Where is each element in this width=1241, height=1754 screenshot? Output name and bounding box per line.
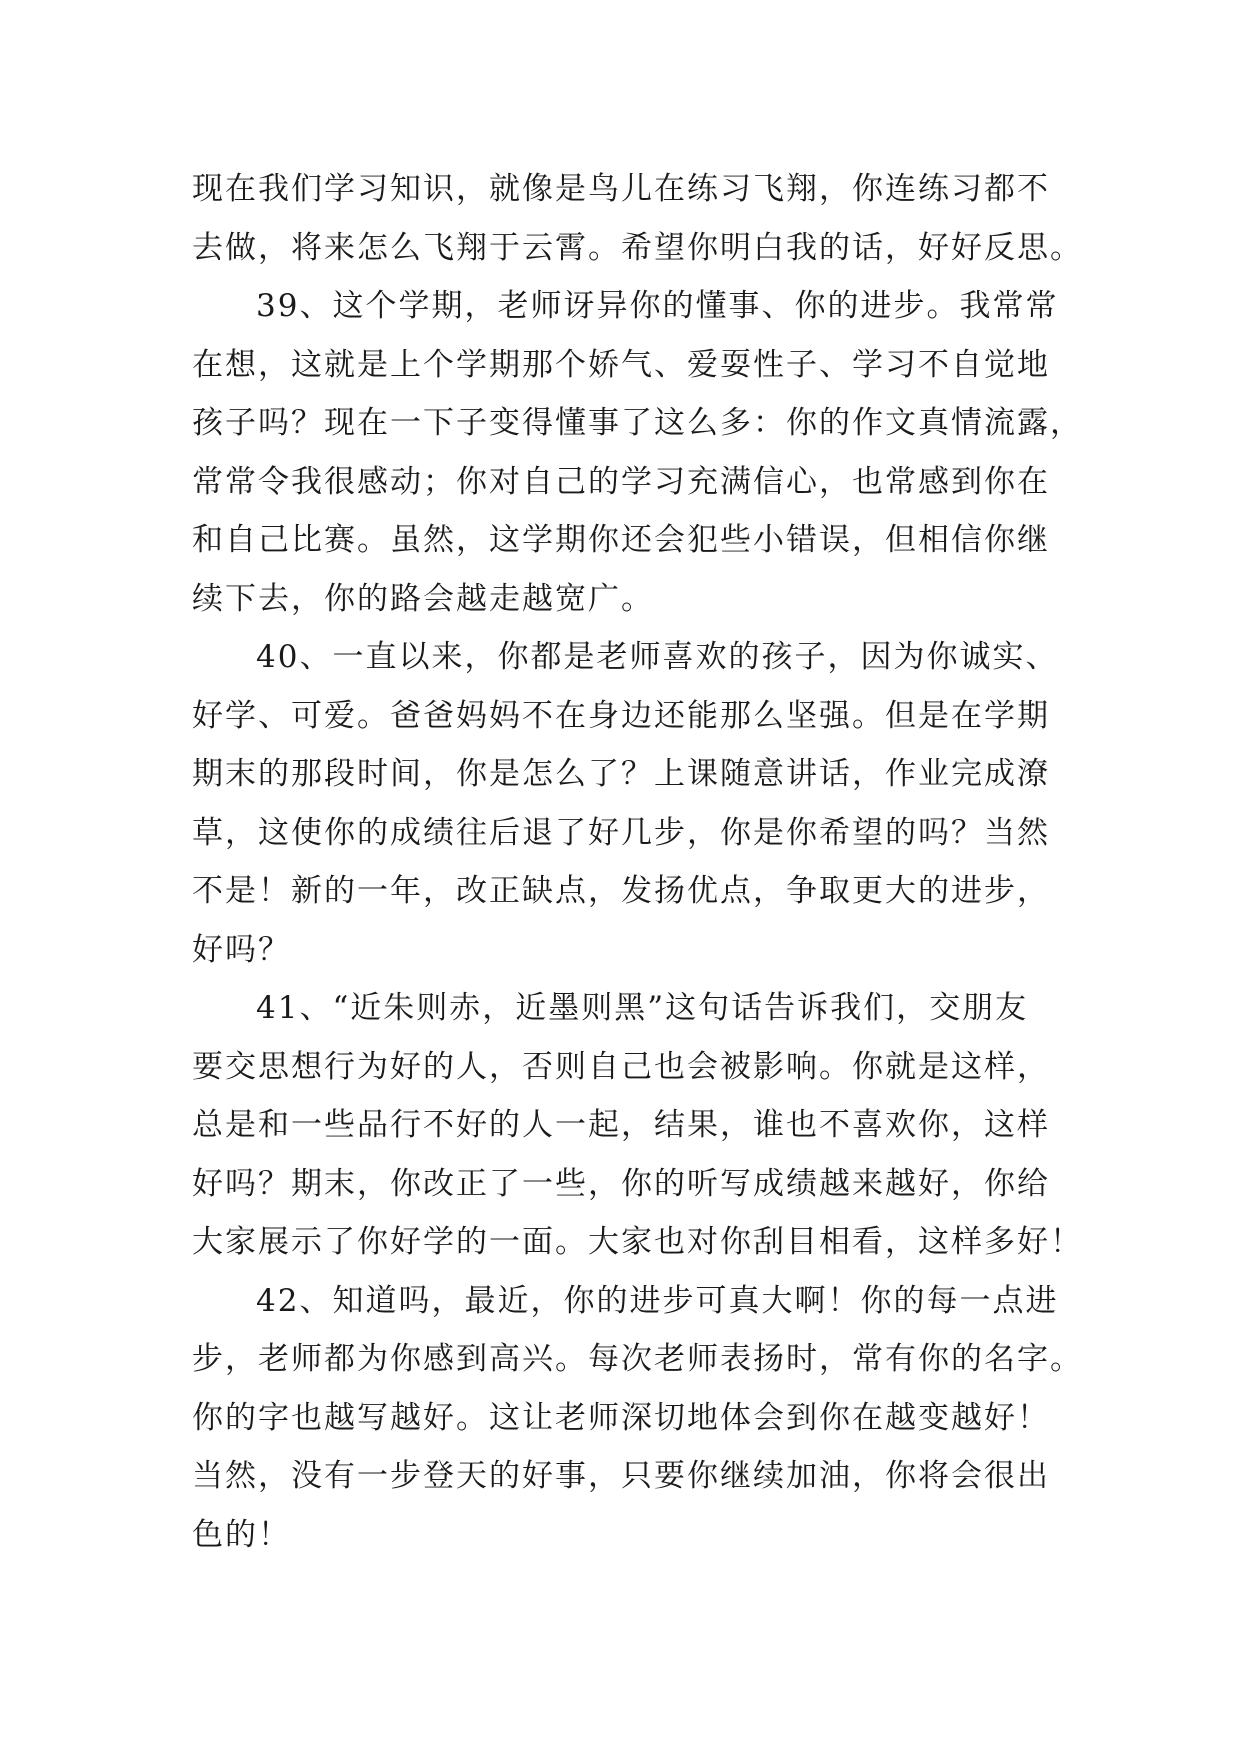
paragraph-41-start: 41、“近朱则赤，近墨则黑”这句话告诉我们，交朋友 (256, 990, 1029, 1026)
paragraph-42-start: 42、知道吗，最近，你的进步可真大啊！你的每一点进 (256, 1282, 1059, 1319)
text-line: 要交思想行为好的人，否则自己也会被影响。你就是这样， (192, 1048, 1050, 1085)
text-line: 和自己比赛。虽然，这学期你还会犯些小错误，但相信你继 (192, 522, 1050, 558)
text-line: 好学、可爱。爸爸妈妈不在身边还能那么坚强。但是在学期 (192, 697, 1050, 734)
text-line: 续下去，你的路会越走越宽广。 (192, 580, 654, 617)
paragraph-40-start: 40、一直以来，你都是老师喜欢的孩子，因为你诚实、 (256, 639, 1059, 675)
text-line: 总是和一些品行不好的人一起，结果，谁也不喜欢你，这样 (192, 1107, 1050, 1143)
paragraph-39-start: 39、这个学期，老师讶异你的懂事、你的进步。我常常 (256, 288, 1059, 324)
text-line: 大家展示了你好学的一面。大家也对你刮目相看，这样多好！ (192, 1224, 1083, 1260)
text-line: 好吗？ (192, 931, 291, 968)
document-body (192, 160, 1083, 1564)
text-line: 常常令我很感动；你对自己的学习充满信心，也常感到你在 (192, 463, 1050, 500)
text-line: 步，老师都为你感到高兴。每次老师表扬时，常有你的名字。 (192, 1341, 1083, 1377)
text-line: 好吗？期末，你改正了一些，你的听写成绩越来越好，你给 (192, 1165, 1050, 1202)
text-line: 当然，没有一步登天的好事，只要你继续加油，你将会很出 (192, 1458, 1050, 1494)
text-line: 不是！新的一年，改正缺点，发扬优点，争取更大的进步， (192, 873, 1050, 909)
text-line: 草，这使你的成绩往后退了好几步，你是你希望的吗？当然 (192, 814, 1050, 851)
text-line: 去做，将来怎么飞翔于云霄。希望你明白我的话，好好反思。 (192, 229, 1083, 266)
text-line: 现在我们学习知识，就像是鸟儿在练习飞翔，你连练习都不 (192, 171, 1050, 207)
text-line: 你的字也越写越好。这让老师深切地体会到你在越变越好！ (192, 1399, 1050, 1436)
text-line: 孩子吗？现在一下子变得懂事了这么多：你的作文真情流露， (192, 405, 1083, 441)
text-line: 期末的那段时间，你是怎么了？上课随意讲话，作业完成潦 (192, 756, 1050, 792)
text-line: 色的！ (192, 1516, 291, 1553)
text-line: 在想，这就是上个学期那个娇气、爱耍性子、学习不自觉地 (192, 346, 1050, 383)
